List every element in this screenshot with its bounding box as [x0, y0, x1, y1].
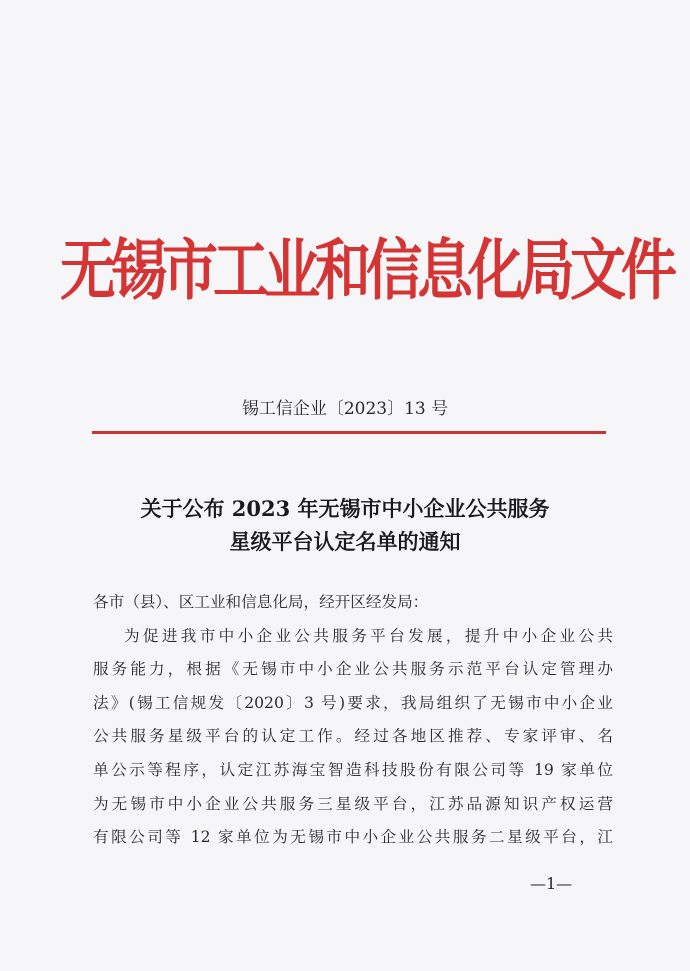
paragraph-line-6: 为无锡市中小企业公共服务三星级平台，江苏品源知识产权运营 — [93, 794, 613, 813]
notice-title — [60, 492, 630, 558]
paragraph-line-7: 有限公司等 12 家单位为无锡市中小企业公共服务二星级平台，江 — [93, 828, 613, 847]
paragraph-line-4: 公共服务星级平台的认定工作。经过各地区推荐、专家评审、名 — [93, 727, 613, 746]
document-masthead: 无锡市工业和信息化局文件 — [60, 232, 672, 310]
paragraph-line-2: 服务能力，根据《无锡市中小企业公共服务示范平台认定管理办 — [93, 660, 613, 679]
paragraph-line-1: 为促进我市中小企业公共服务平台发展，提升中小企业公共 — [124, 626, 613, 645]
red-divider-line — [92, 431, 606, 434]
notice-body — [93, 586, 613, 855]
document-number: 锡工信企业〔2023〕13 号 — [241, 399, 449, 419]
notice-title-line-1: 关于公布 2023 年无锡市中小企业公共服务 — [140, 496, 550, 521]
salutation: 各市（县）、区工业和信息化局，经开区经发局： — [93, 593, 429, 611]
page-number: —1— — [530, 874, 573, 893]
notice-title-line-2: 星级平台认定名单的通知 — [229, 529, 461, 554]
paragraph-line-3: 法》(锡工信规发〔2020〕3 号)要求，我局组织了无锡市中小企业 — [93, 693, 613, 712]
paragraph-line-5: 单公示等程序，认定江苏海宝智造科技股份有限公司等 19 家单位 — [93, 760, 613, 779]
